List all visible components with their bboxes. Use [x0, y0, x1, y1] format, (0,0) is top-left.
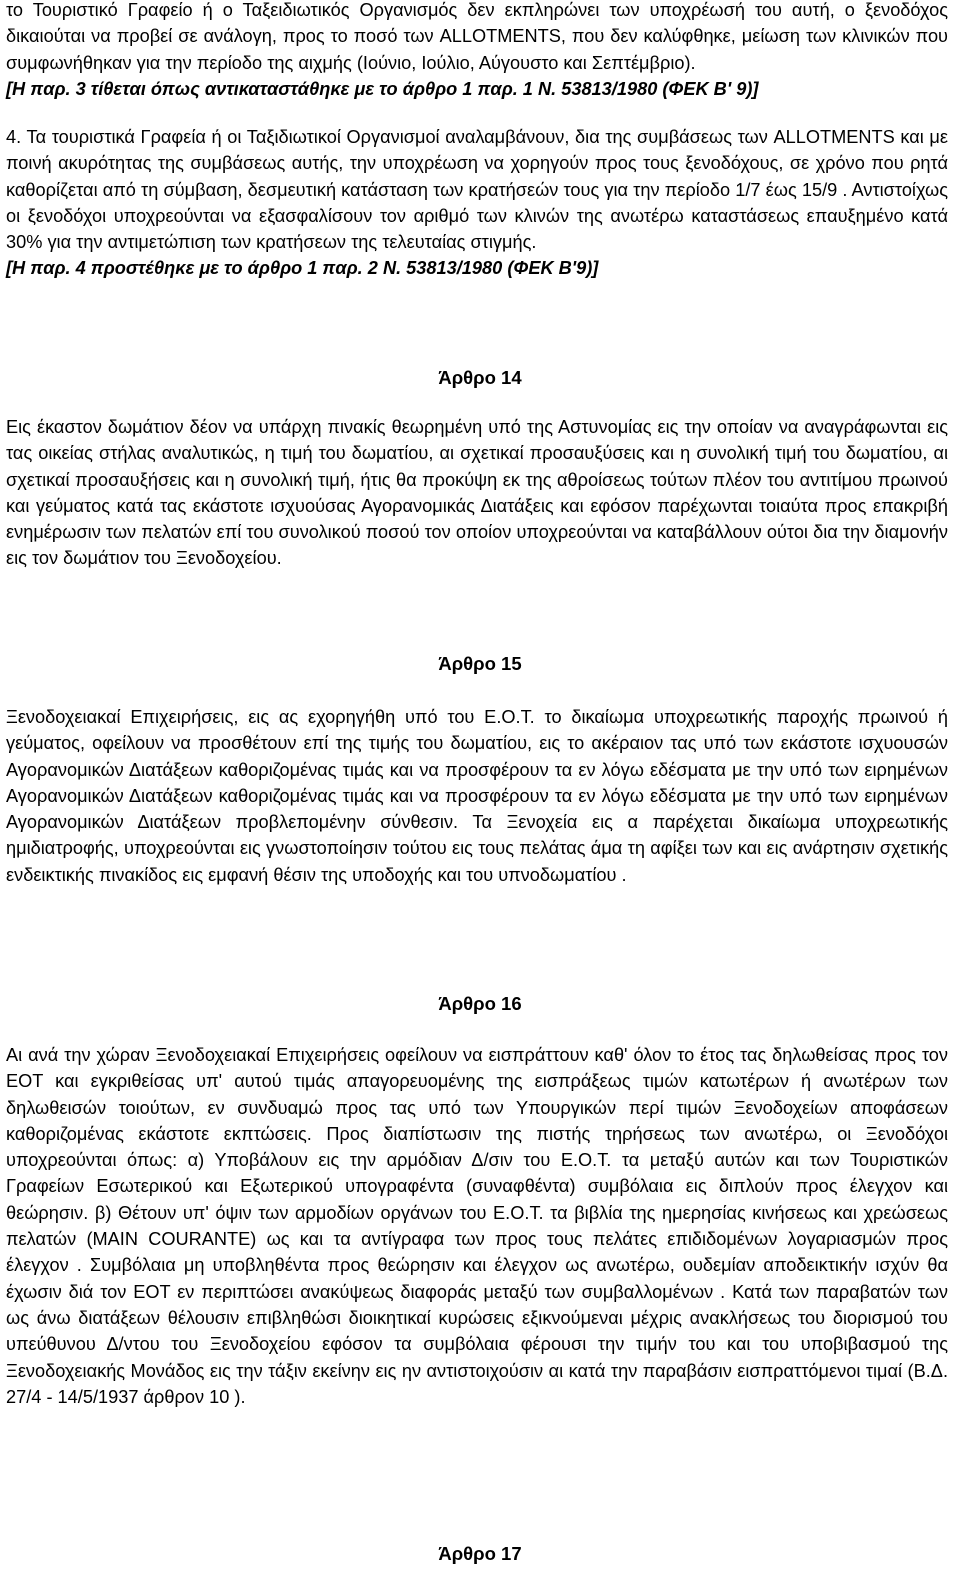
paragraph-4-body: 4. Τα τουριστικά Γραφεία ή οι Ταξιδιωτικοί Οργανισμοί αναλαμβάνουν, δια της συμβάσεως των ALLOTMENTS και με ποινή ακυρότητας της συμβάσεως αυτής, την υποχρέωση να χορηγούν προς τους ξενοδόχους, σε χρόνο που ρητά καθορίζεται από τη σύμβαση, δεσμευτική κατάσταση των κρατήσεών τους για την περίοδο 1/7 έως 15/9 . Αντιστοίχως οι ξενοδόχοι υποχρεούνται να εξασφαλίσουν τον αριθμό των κλινών της ανωτέρω καταστάσεως επαυξημένο κατά 30% για την αντιμετώπιση των κρατήσεων της τελευταίας στιγμής. — [6, 127, 948, 253]
intro-body: το Τουριστικό Γραφείο ή ο Ταξειδιωτικός Οργανισμός δεν εκπληρώνει των υποχρέωσή του αυτή, ο ξενοδόχος δικαιούται να προβεί σε ανάλογη, προς το ποσό των ALLOTMENTS, που δεν καλύφθηκε, μείωση των κλινικών που συμφωνήθηκαν για την περίοδο της αιχμής (Ιούνιο, Ιούλιο, Αύγουστο και Σεπτέμβριο). — [6, 0, 948, 73]
intro-amendment-note: [Η παρ. 3 τίθεται όπως αντικαταστάθηκε με το άρθρο 1 παρ. 1 Ν. 53813/1980 (ΦΕΚ Β' 9)] — [6, 78, 759, 99]
article-16-body: Αι ανά την χώραν Ξενοδοχειακαί Επιχειρήσεις οφείλουν να εισπράττουν καθ' όλον το έτος τας δηλωθείσας προς τον ΕΟΤ και εγκριθείσας υπ' αυτού τιμάς απαγορευομένης της εισπράξεως τιμών κατωτέρων ή ανωτέρων των δηλωθεισών τοιούτων, εν συνδυαμώ προς τας υπό των Υπουργικών περί τιμών Ξενοδοχείων αποφάσεων καθοριζομένας εκάστοτε εκπτώσεις. Προς διαπίστωσιν της πιστής τηρήσεως των ανωτέρω, οι Ξενοδόχοι υποχρεούνται όπως: α) Υποβάλουν εις την αρμόδιαν Δ/σιν του Ε.Ο.Τ. τα μεταξύ αυτών και των Τουριστικών Γραφείων Εσωτερικού και Εξωτερικού υπογραφέντα (συναφθέντα) συμβόλαια εις διπλούν προς έλεγχον και θεώρησιν. β) Θέτουν υπ' όψιν των αρμοδίων οργάνων του Ε.Ο.Τ. τα βιβλία της ημερησίας κινήσεως και χρεώσεως πελατών (MAIN COURANTE) ως και τα αντίγραφα των προς τους πελάτες επιδιδομένων λογαριασμών προς έλεγχον . Συμβόλαια μη υποβληθέντα προς θεώρησιν και έλεγχον ως ανωτέρω, ουδεμίαν αποδεικτικήν ισχύν θα έχωσιν διά τον ΕΟΤ εν περιπτώσει ανακύψεως διαφοράς μεταξύ των συμβαλλομένων . Κατά των παραβατών των ως άνω διατάξεων θέλουσιν επιβληθώσι διοικητικαί κυρώσεις εξικνούμεναι μέχρις ανακλήσεως του διορισμού του υπεύθυνου Δ/ντου του Ξενοδοχείου εφόσον τα συμβόλαια φέρουσι την τιμήν του και του υποβιβασμού της Ξενοδοχειακής Μονάδος εις την τάξιν εκείνην εις ην αντιστοιχούσιν αι κατά την παραβάσιν εισπραττόμενοι τιμαί (Β.Δ. 27/4 - 14/5/1937 άρθρον 10 ). — [6, 1045, 948, 1407]
article-16-heading: Άρθρο 16 — [438, 993, 522, 1014]
paragraph-4-amendment-note: [Η παρ. 4 προστέθηκε με το άρθρο 1 παρ. 2 Ν. 53813/1980 (ΦΕΚ Β'9)] — [6, 258, 599, 279]
intro-paragraph — [6, 0, 948, 102]
paragraph-4 — [6, 124, 948, 282]
article-15-body: Ξενοδοχειακαί Επιχειρήσεις, εις ας εχορηγήθη υπό του Ε.Ο.Τ. το δικαίωμα υποχρεωτικής παροχής πρωινού ή γεύματος, οφείλουν να προσθέτουν επί της τιμής του δωματίου, εις το ακέραιον τας υπό των εκάστοτε ισχυουσών Αγορανομικών Διατάξεων καθοριζομένας τιμάς και να προσφέρουν τα εν λόγω εδέσματα με την υπό των ειρημένων Αγορανομικών Διατάξεων καθοριζομένας τιμάς και να προσφέρουν τα εν λόγω εδέσματα με την υπό των ειρημένων Αγορανομικών Διατάξεων προβλεπομένην σύνθεσιν. Τα Ξενοχεία εις α παρέχεται δικαίωμα υποχρεωτικής ημιδιατροφής, υποχρεούνται εις γνωστοποίησιν τούτου εις τους πελάτας άμα τη αφίξει των και εις ανάρτησιν σχετικής ενδεικτικής πινακίδος εις εμφανή θέσιν της υποδοχής και του υπνοδωματίου . — [6, 707, 948, 885]
article-17-heading: Άρθρο 17 — [438, 1543, 522, 1564]
article-14-heading: Άρθρο 14 — [438, 367, 522, 388]
article-14-body: Εις έκαστον δωμάτιον δέον να υπάρχη πινακίς θεωρημένη υπό της Αστυνομίας εις την οποίαν να αναγράφωνται εις τας οικείας στήλας αναλυτικώς, η τιμή του δωματίου, αι σχετικαί προσαυξύσεις και η συνολική τιμή του δωματίου, αι σχετικαί προσαυξήσεις και η συνολική τιμή, ήτις θα προκύψη εκ της αθροίσεως τούτων πλέον του αντιτίμου πρωινού και γεύματος κατά τας εκάστοτε ισχυούσας Αγορανομικάς Διατάξεις και εφόσον παρέχωνται τοιαύτα προς επακριβή ενημέρωσιν των πελατών επί του συνολικού ποσού τον οποίον υποχρεούνται να καταβάλλουν ούτοι δια την διαμονήν εις τον δωμάτιον του Ξενοδοχείου. — [6, 417, 948, 569]
article-15-heading: Άρθρο 15 — [438, 653, 522, 674]
